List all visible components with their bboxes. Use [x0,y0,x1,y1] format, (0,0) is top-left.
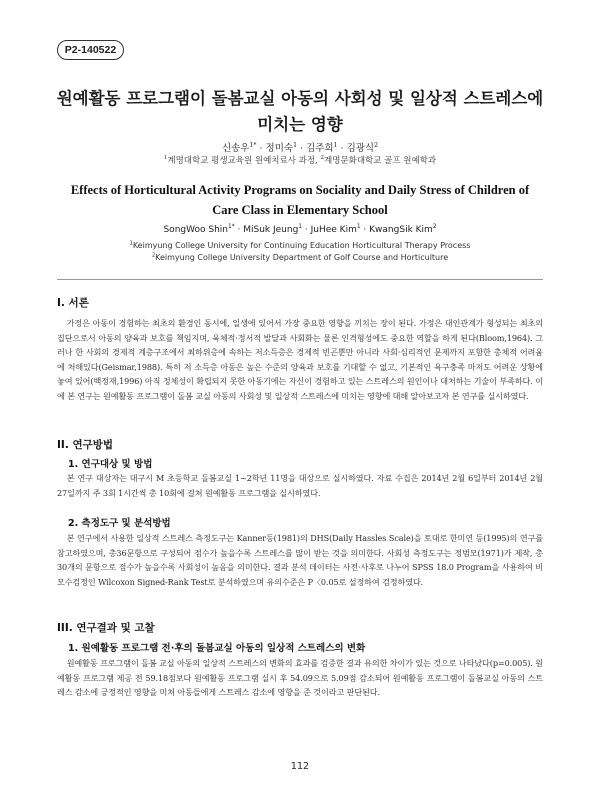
paragraph-measurement: 본 연구에서 사용한 일상적 스트레스 측정도구는 Kanner등(1981)의 DHS(Daily Hassles Scale)을 토대로 한미연 등(1995)의 연구를 참고하였으며, 총36문항으로 구성되어 점수가 높을수록 스트레스를 많이 받는 것을 의미한다. 사회성 측정도구는 정범모(1971)가 제작, 총30개의 문항으로 점수가 높을수록 사회성이 높음을 의미한다. 결과 분석 데이터는 사전·사후로 나누어 SPSS 18.0 Program을 사용하여 비모수검정인 Wilcoxon Signed-Rank Test로 분석하였으며 유의수준은 P〈0.05로 설정하여 검정하였다. [57,533,543,587]
authors-korean: 신송우$^{1*}$ · 정미숙$^1$ · 김주희$^1$ · 김광식$^2$ [221,141,379,154]
paragraph-stress-change: 원예활동 프로그램이 돌봄 교실 아동의 일상적 스트레스의 변화의 효과를 검증한 결과 유의한 차이가 있는 것으로 나타났다(p=0.005). 원예활동 프로그램 제공 전 59.18점보다 원예활동 프로그램 실시 후 54.09으로 5.09점 감소되어 원예활동 프로그램이 돌봄교실 아동의 스트레스 감소에 긍정적인 영향을 미쳐 아동들에게 스트레스 감소에 영향을 준 것이라고 판단된다. [57,658,543,698]
author-en-3: JuHee Kim$^1$ [310,224,361,235]
paragraph-introduction: 가정은 아동이 경험하는 최초의 환경인 동시에, 일생에 있어서 가장 중요한 영향을 끼치는 장이 된다. 가정은 대인관계가 형성되는 최초의 집단으로서 아동의 양육과 보호를 책임지며, 육체적·정서적 발달과 사회화는 물론 인격형성에도 중요한 역할을 하게 된다(Bloom,1964). 그러나 한 사회의 경제적 계층구조에서 최하위층에 속하는 저소득층은 경제적 빈곤뿐만 아니라 사회·심리적인 문제까지 포함한 총체적 어려움에 처해있다(Geismar,1988). 특히 저 소득층 아동은 높은 수준의 양육과 보호를 기대할 수 없고, 기본적인 욕구충족 마저도 어려운 상황에 놓여 있어(백정재,1996) 아직 정체성이 확립되지 못한 아동기에는 자신이 경험하고 있는 스트레스의 원인이나 대처하는 기술이 부족하다. 이에 본 연구는 원예활동 프로그램이 돌봄 교실 아동의 사회성 및 일상적 스트레스에 미치는 영향에 대해 알아보고자 본 연구를 실시하였다. [57,318,543,401]
section-heading-methods: II. 연구방법 [57,439,114,451]
affiliation-en-2: $^2$Keimyung College University Department of Golf Course and Horticulture [151,252,449,262]
title-english [55,180,545,220]
section-heading-introduction: I. 서론 [57,297,89,309]
affiliations-english [0,240,600,264]
author-en-2: MiSuk Jeung$^1$ [243,224,303,235]
affiliation-en-1: $^1$Keimyung College University for Continuing Education Horticultural Therapy Process [129,240,471,250]
header-divider [57,279,543,280]
subsection-heading-subjects: 1. 연구대상 및 방법 [68,459,153,470]
title-korean [40,86,560,138]
author-ko-4: 김광식$^2$ [346,141,379,154]
title-english-line-2: Care Class in Elementary School [212,203,388,217]
affiliations-korean: $^1$계명대학교 평생교육원 원예치료사 과정, $^2$계명문화대학교 골프 원예학과 [163,155,437,166]
author-ko-3: 김주희$^1$ [306,141,338,154]
subsection-heading-stress-change: 1. 원예활동 프로그램 전·후의 돌봄교실 아동의 일상적 스트레스의 변화 [68,643,366,654]
author-ko-2: 정미숙$^1$ [265,141,297,154]
paragraph-subjects: 본 연구 대상자는 대구시 M 초등학교 돌봄교실 1~2학년 11명을 대상으로 실시하였다. 자료 수집은 2014년 2월 6일부터 2014년 2월 27일까지 주 3회 1시간씩 총 10회에 걸쳐 원예활동 프로그램을 실시하였다. [57,473,543,498]
authors-english: SongWoo Shin$^{1*}$ · MiSuk Jeung$^1$ · JuHee Kim$^1$ · KwangSik Kim$^2$ [163,224,437,235]
title-korean-line-1: 원예활동 프로그램이 돌봄교실 아동의 사회성 및 일상적 스트레스에 [56,89,544,108]
paper-code: P2-140522 [64,44,117,56]
author-en-1: SongWoo Shin$^{1*}$ [163,224,235,235]
author-en-4: KwangSik Kim$^2$ [369,224,437,235]
page-number: 112 [290,761,310,772]
title-english-line-1: Effects of Horticultural Activity Programs on Sociality and Daily Stress of Children of [70,183,530,197]
subsection-heading-measurement: 2. 측정도구 및 분석방법 [68,518,171,529]
title-korean-line-2: 미치는 영향 [257,115,343,134]
section-heading-results: III. 연구결과 및 고찰 [57,622,155,634]
paper-code-badge [57,40,124,60]
author-ko-1: 신송우$^{1*}$ [221,141,257,154]
